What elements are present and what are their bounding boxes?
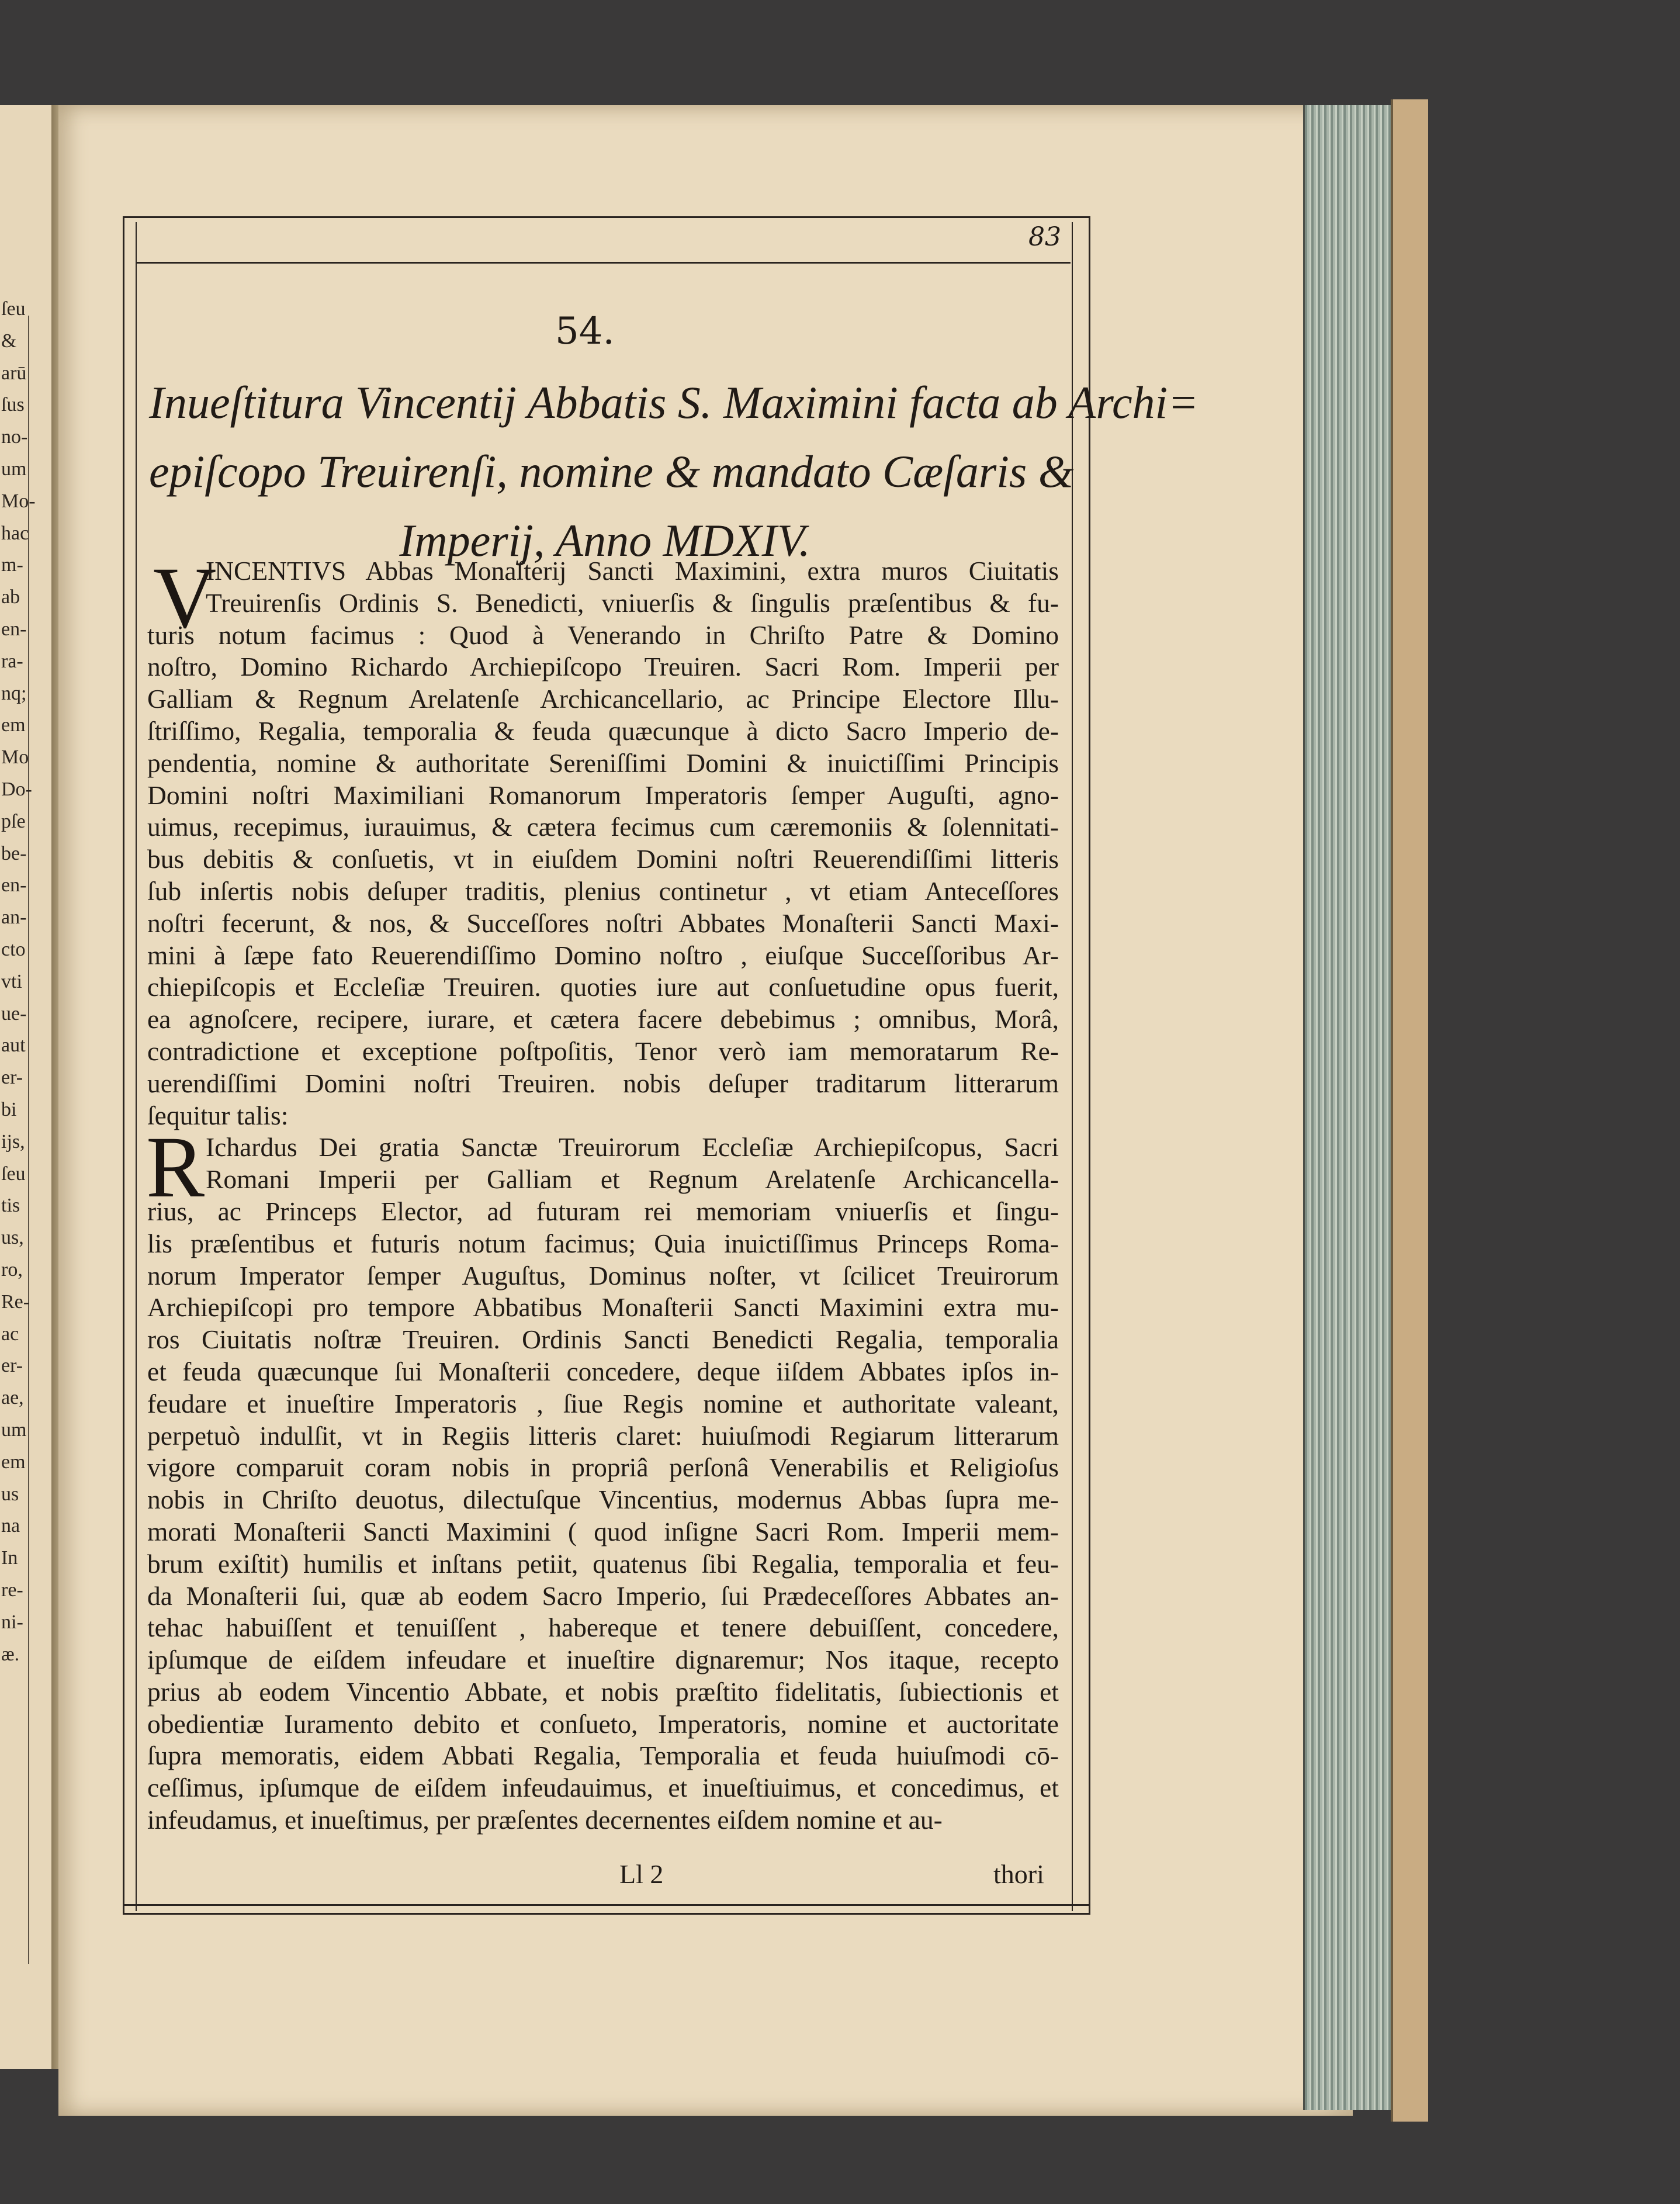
left-margin-word: em: [1, 1451, 26, 1473]
page-edges: [1303, 105, 1398, 2110]
section-number: 54.: [555, 310, 615, 353]
text-line: turis notum facimus : Quod à Venerando in Chriſto Patre & Domino: [147, 620, 1059, 650]
left-margin-word: In: [1, 1547, 18, 1569]
text-line: infeudamus, et inueſtimus, per præſentes decernentes eiſdem nomine et au-: [147, 1805, 943, 1835]
title-line: Imperij, Anno MDXIV.: [399, 515, 810, 566]
left-margin-word: aut: [1, 1034, 26, 1057]
book-cover-edge: [1391, 99, 1428, 2122]
catchword: thori: [993, 1859, 1044, 1889]
text-line: perpetuò indulſit, vt in Regiis litteris claret: huiuſmodi Regiarum litterarum: [147, 1420, 1059, 1451]
text-line: pendentia, nomine & authoritate Sereniſſimi Domini & inuictiſſimi Principis: [147, 748, 1059, 778]
title-line: Inueſtitura Vincentij Abbatis S. Maximini facta ab Archi=: [149, 377, 1198, 428]
text-line: da Monaſterii ſui, quæ ab eodem Sacro Imperio, ſui Prædeceſſores Abbates an-: [147, 1580, 1059, 1611]
text-line: ſtriſſimo, Regalia, temporalia & feuda quæcunque à dicto Sacro Imperio de-: [147, 715, 1059, 746]
left-margin-word: Re-: [1, 1290, 30, 1313]
left-margin-word: ac: [1, 1323, 19, 1345]
text-line: norum Imperator ſemper Auguſtus, Dominus noſter, vt ſcilicet Treuirorum: [147, 1260, 1059, 1290]
text-line: morati Monaſterii Sancti Maximini ( quod inſigne Sacri Rom. Imperii mem-: [147, 1516, 1059, 1546]
left-margin-word: um: [1, 458, 27, 480]
left-margin-word: no-: [1, 426, 28, 448]
text-line: ros Ciuitatis noſtræ Treuiren. Ordinis Sancti Benedicti Regalia, temporalia: [147, 1324, 1059, 1355]
left-margin-word: be-: [1, 842, 27, 864]
text-line: brum exiſtit) humilis et inſtans petiit, quatenus ſibi Regalia, temporalia et feu-: [147, 1548, 1059, 1579]
left-margin-word: cto: [1, 939, 26, 960]
text-line: Romani Imperii per Galliam et Regnum Arelatenſe Archicancella-: [206, 1164, 1059, 1195]
text-line: prius ab eodem Vincentio Abbate, et nobis præſtito fidelitatis, ſubiectionis et: [147, 1676, 1059, 1707]
left-margin-word: ſeu: [1, 298, 26, 320]
text-line: ſequitur talis:: [147, 1100, 289, 1130]
page-number: 83: [1028, 222, 1061, 252]
left-margin-word: us: [1, 1483, 19, 1505]
text-line: ſupra memoratis, eidem Abbati Regalia, Temporalia et feuda huiuſmodi cō-: [147, 1741, 1059, 1771]
text-line: tehac habuiſſent et tenuiſſent , habereque et tenere debuiſſent, concedere,: [147, 1613, 1059, 1643]
left-margin-word: an-: [1, 906, 27, 929]
text-line: Archiepiſcopi pro tempore Abbatibus Monaſterii Sancti Maximini extra mu-: [147, 1292, 1059, 1323]
text-line: ea agnoſcere, recipere, iurare, et cætera facere debebimus ; omnibus, Morâ,: [147, 1004, 1059, 1034]
left-margin-word: ue-: [1, 1002, 27, 1025]
text-line: rius, ac Princeps Elector, ad futuram rei memoriam vniuerſis et ſingu-: [147, 1196, 1059, 1226]
text-line: Treuirenſis Ordinis S. Benedicti, vniuerſis & ſingulis præſentibus & fu-: [206, 587, 1059, 618]
left-margin-word: er-: [1, 1355, 23, 1377]
left-margin-word: Mo: [1, 746, 29, 769]
text-line: noſtri fecerunt, & nos, & Succeſſores noſtri Abbates Monaſterii Sancti Maxi-: [147, 908, 1059, 938]
text-line: uerendiſſimi Domini noſtri Treuiren. nobis deſuper traditarum litterarum: [147, 1068, 1059, 1098]
left-margin-word: ſus: [1, 394, 25, 416]
signature-mark: Ll 2: [619, 1859, 664, 1889]
paragraph-charter: [147, 1132, 1059, 1836]
text-line: noſtro, Domino Richardo Archiepiſcopo Treuiren. Sacri Rom. Imperii per: [147, 652, 1059, 682]
left-margin-word: ijs,: [1, 1130, 25, 1153]
left-margin-word: m-: [1, 554, 23, 576]
text-line: chiepiſcopis et Eccleſiæ Treuiren. quoties iure aut conſuetudine opus fuerit,: [147, 972, 1059, 1002]
left-margin-word: nq;: [1, 682, 27, 704]
text-line: INCENTIVS Abbas Monaſterij Sancti Maximini, extra muros Ciuitatis: [206, 556, 1059, 586]
left-margin-word: vti: [1, 970, 22, 992]
left-margin-word: &: [1, 330, 17, 352]
left-margin-word: um: [1, 1419, 27, 1441]
text-line: obedientiæ Iuramento debito et conſueto, Imperatoris, nomine et auctoritate: [147, 1708, 1059, 1739]
text-line: mini à ſæpe fato Reuerendiſſimo Domino noſtro , eiuſque Succeſſoribus Ar-: [147, 940, 1059, 970]
text-line: Ichardus Dei gratia Sanctæ Treuirorum Eccleſiæ Archiepiſcopus, Sacri: [206, 1132, 1059, 1162]
dropcap-v: V: [153, 549, 217, 646]
left-margin-word: us,: [1, 1227, 24, 1249]
text-line: nobis in Chriſto deuotus, dilectuſque Vincentius, modernus Abbas ſupra me-: [147, 1485, 1059, 1515]
left-margin-word: ab: [1, 586, 20, 608]
left-margin-word: ro,: [1, 1259, 23, 1281]
left-margin-word: æ.: [1, 1643, 20, 1665]
paragraph-notice: [147, 549, 1059, 1132]
left-margin-word: arū: [1, 362, 27, 384]
text-line: uimus, recepimus, iurauimus, & cætera fecimus cum cæremoniis & ſolennitati-: [147, 812, 1059, 842]
left-margin-word: Mo-: [1, 490, 36, 512]
text-line: lis præſentibus et futuris notum facimus; Quia inuictiſſimus Princeps Roma-: [147, 1228, 1059, 1258]
document-title: [149, 368, 1198, 575]
text-line: ſub inſertis nobis deſuper traditis, plenius continetur , vt etiam Anteceſſores: [147, 876, 1059, 906]
text-line: vigore comparuit coram nobis in propriâ perſonâ Venerabilis et Religioſus: [147, 1452, 1059, 1483]
dropcap-r: R: [146, 1119, 205, 1216]
left-margin-word: hac: [1, 522, 29, 544]
left-margin-word: na: [1, 1515, 20, 1537]
left-margin-word: bi: [1, 1099, 17, 1120]
text-line: feudare et inueſtire Imperatoris , ſiue Regis nomine et authoritate valeant,: [147, 1388, 1059, 1418]
footer-rule: [123, 1904, 1089, 1906]
text-line: Domini noſtri Maximiliani Romanorum Imperatoris ſemper Auguſti, agno-: [147, 780, 1059, 810]
left-margin-word: en-: [1, 874, 27, 897]
left-margin-word: em: [1, 714, 26, 736]
text-line: Galliam & Regnum Arelatenſe Archicancellario, ac Principe Electore Illu-: [147, 684, 1059, 714]
left-margin-word: re-: [1, 1579, 23, 1601]
text-line: et feuda quæcunque ſui Monaſterii concedere, deque iiſdem Abbates ipſos in-: [147, 1356, 1059, 1386]
left-margin-word: Do-: [1, 779, 32, 800]
title-line: epiſcopo Treuirenſi, nomine & mandato Cæſaris &: [149, 446, 1074, 497]
left-margin-word: er-: [1, 1067, 23, 1089]
text-line: contradictione et exceptione poſtpoſitis, Tenor verò iam memoratarum Re-: [147, 1036, 1059, 1066]
left-margin-word: ſeu: [1, 1162, 26, 1185]
left-margin-word: en-: [1, 618, 27, 640]
body-text: [147, 549, 1059, 1836]
left-margin-word: pſe: [1, 810, 26, 832]
text-line: bus debitis & conſuetis, vt in eiuſdem Domini noſtri Reuerendiſſimi litteris: [147, 844, 1059, 874]
header-rule: [136, 262, 1071, 264]
left-margin-word: ra-: [1, 650, 23, 672]
left-margin-word: ae,: [1, 1387, 24, 1409]
left-margin-word: ni-: [1, 1611, 23, 1633]
text-line: ipſumque de eiſdem infeudare et inueſtire dignaremur; Nos itaque, recepto: [147, 1645, 1059, 1675]
left-margin-word: tis: [1, 1195, 20, 1217]
text-line: ceſſimus, ipſumque de eiſdem infeudauimus, et inueſtiuimus, et concedimus, et: [147, 1773, 1059, 1803]
